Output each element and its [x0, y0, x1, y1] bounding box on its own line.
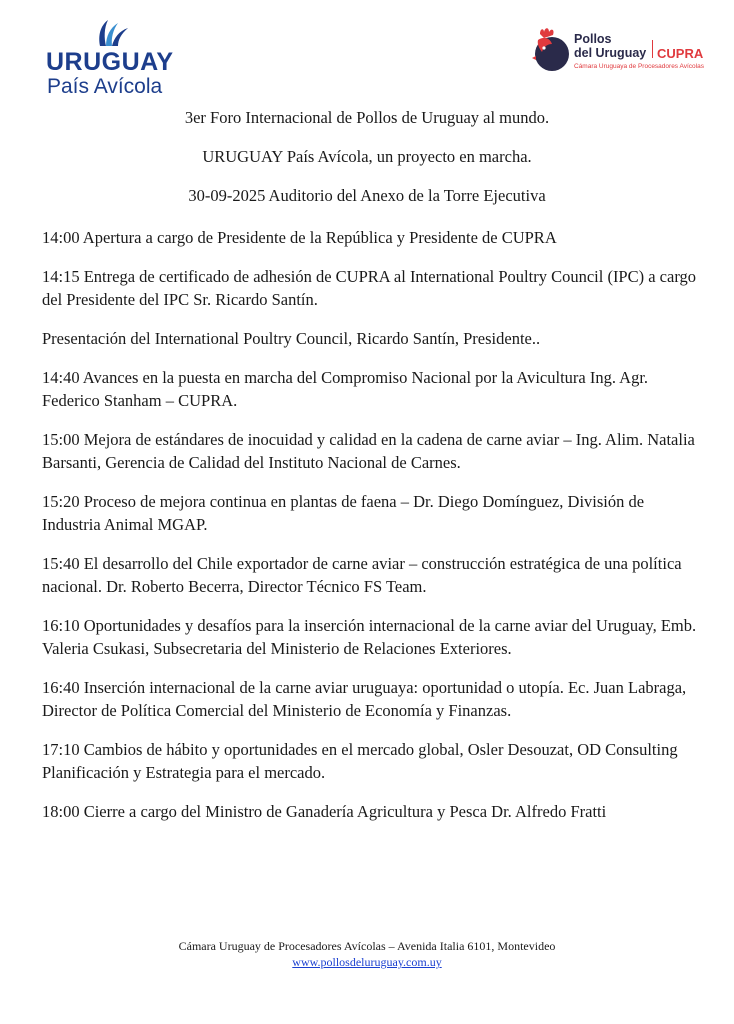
- agenda-item: 15:00 Mejora de estándares de inocuidad y calidad en la cadena de carne aviar – Ing. Alim. Natalia Barsanti, Gerencia de Calidad del Instituto Nacional de Carnes.: [42, 430, 695, 472]
- logo-right-cupra: CUPRA: [657, 46, 704, 61]
- logo-right-brand: [574, 32, 646, 60]
- logo-divider: [652, 40, 653, 58]
- agenda-list: [42, 226, 697, 839]
- hen-icon: [530, 26, 570, 74]
- uruguay-pais-avicola-logo: [46, 18, 196, 98]
- document-header: [0, 108, 734, 225]
- event-title: 3er Foro Internacional de Pollos de Uruguay al mundo.: [184, 108, 550, 127]
- agenda-item: 15:40 El desarrollo del Chile exportador de carne aviar – construcción estratégica de una política nacional. Dr. Roberto Becerra, Director Técnico FS Team.: [42, 554, 682, 596]
- agenda-item: 17:10 Cambios de hábito y oportunidades en el mercado global, Osler Desouzat, OD Consulting Planificación y Estrategia para el mercado.: [42, 740, 678, 782]
- agenda-item: 18:00 Cierre a cargo del Ministro de Ganadería Agricultura y Pesca Dr. Alfredo Fratti: [42, 802, 607, 821]
- document-footer: [0, 938, 734, 970]
- agenda-item: 14:00 Apertura a cargo de Presidente de la República y Presidente de CUPRA: [42, 228, 557, 247]
- logo-right-subtitle: Cámara Uruguaya de Procesadores Avícolas: [574, 63, 704, 70]
- agenda-item: 16:40 Inserción internacional de la carne aviar uruguaya: oportunidad o utopía. Ec. Juan Labraga, Director de Política Comercial del Ministerio de Economía y Finanzas.: [42, 678, 687, 720]
- event-date-place: 30-09-2025 Auditorio del Anexo de la Torre Ejecutiva: [188, 186, 546, 205]
- pollos-del-uruguay-cupra-logo: [530, 26, 710, 78]
- logo-left-line1: URUGUAY: [46, 48, 174, 76]
- website-link[interactable]: www.pollosdeluruguay.com.uy: [292, 955, 442, 969]
- agenda-item: 16:10 Oportunidades y desafíos para la inserción internacional de la carne aviar del Uruguay, Emb. Valeria Csukasi, Subsecretaria del Ministerio de Relaciones Exteriores.: [42, 616, 697, 658]
- agenda-item: 15:20 Proceso de mejora continua en plantas de faena – Dr. Diego Domínguez, División de Industria Animal MGAP.: [42, 492, 645, 534]
- feather-wing-icon: [92, 18, 134, 48]
- agenda-item: 14:40 Avances en la puesta en marcha del Compromiso Nacional por la Avicultura Ing. Agr. Federico Stanham – CUPRA.: [42, 368, 649, 410]
- event-subtitle: URUGUAY País Avícola, un proyecto en marcha.: [202, 147, 532, 166]
- agenda-item: Presentación del International Poultry Council, Ricardo Santín, Presidente..: [42, 329, 541, 348]
- logo-right-brand-line2: del Uruguay: [574, 46, 647, 60]
- logo-right-brand-line1: Pollos: [574, 32, 612, 46]
- footer-address: Cámara Uruguay de Procesadores Avícolas – Avenida Italia 6101, Montevideo: [178, 939, 556, 953]
- logo-left-line2: País Avícola: [47, 75, 163, 98]
- agenda-item: 14:15 Entrega de certificado de adhesión de CUPRA al International Poultry Council (IPC) a cargo del Presidente del IPC Sr. Ricardo Santín.: [42, 267, 697, 309]
